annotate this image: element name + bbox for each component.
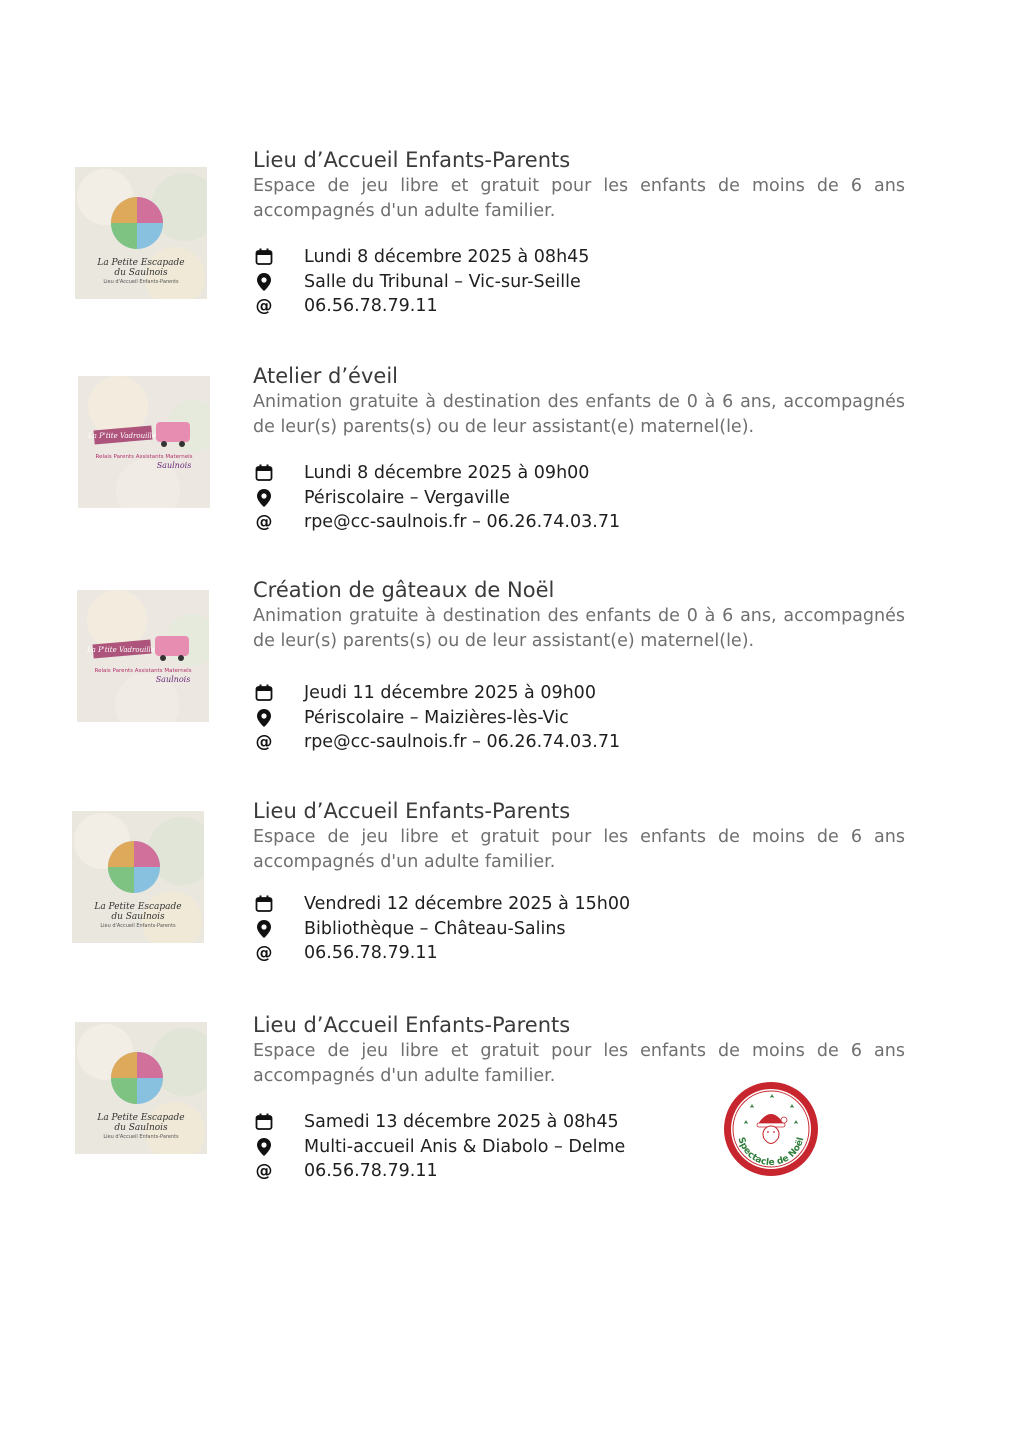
event-contact: rpe@cc-saulnois.fr – 06.26.74.03.71	[304, 732, 621, 753]
contact-row	[253, 294, 905, 319]
at-sign-icon: @	[255, 512, 273, 533]
laep-logo-image	[75, 1022, 207, 1154]
map-pin-icon	[254, 919, 274, 939]
at-sign-icon: @	[255, 732, 273, 753]
event-description: Espace de jeu libre et gratuit pour les enfants de moins de 6 ans	[253, 827, 905, 847]
event-contact: 06.56.78.79.11	[304, 296, 438, 317]
event-description: Espace de jeu libre et gratuit pour les enfants de moins de 6 ans	[253, 1041, 905, 1061]
map-pin-icon	[254, 708, 274, 728]
calendar-icon	[254, 1112, 274, 1132]
event-date: Lundi 8 décembre 2025 à 08h45	[304, 247, 590, 268]
spectacle-de-noel-stamp	[722, 1080, 820, 1178]
contact-row	[253, 730, 905, 755]
contact-row	[253, 941, 905, 966]
date-row	[253, 461, 905, 486]
date-row	[253, 245, 905, 270]
event-description: Animation gratuite à destination des enfants de 0 à 6 ans, accompagnés	[253, 606, 905, 626]
event-content	[253, 146, 905, 319]
svg-text:La P'tite Vadrouille: La P'tite Vadrouille	[87, 646, 155, 654]
event-title: Lieu d’Accueil Enfants-Parents	[253, 148, 571, 172]
laep-logo-image	[75, 167, 207, 299]
svg-text:du Saulnois: du Saulnois	[114, 268, 168, 278]
svg-text:Saulnois: Saulnois	[156, 461, 192, 470]
calendar-icon	[254, 683, 274, 703]
event-location: Périscolaire – Vergaville	[304, 487, 510, 508]
event-description: accompagnés d'un adulte familier.	[253, 200, 556, 221]
calendar-icon	[254, 894, 274, 914]
event-date: Jeudi 11 décembre 2025 à 09h00	[304, 683, 596, 704]
event-description: Espace de jeu libre et gratuit pour les enfants de moins de 6 ans	[253, 176, 905, 196]
location-row	[253, 270, 905, 295]
event-details	[253, 245, 905, 319]
svg-text:Relais Parents Assistants Mate: Relais Parents Assistants Maternels	[94, 668, 192, 674]
event-description: accompagnés d'un adulte familier.	[253, 1065, 556, 1086]
event-title: Création de gâteaux de Noël	[253, 578, 555, 602]
svg-text:Lieu d'Accueil Enfants-Parents: Lieu d'Accueil Enfants-Parents	[103, 1134, 179, 1140]
event-content	[253, 797, 905, 966]
stamp-text: Spectacle de Noël	[735, 1136, 807, 1169]
date-row	[253, 892, 905, 917]
event-description: de leur(s) parents(s) ou de leur assistant(e) maternel(le).	[253, 416, 755, 437]
svg-text:Lieu d'Accueil Enfants-Parents: Lieu d'Accueil Enfants-Parents	[103, 279, 179, 285]
svg-text:Saulnois: Saulnois	[155, 675, 191, 684]
event-details	[253, 461, 905, 535]
rpe-logo-image	[78, 376, 210, 508]
event-contact: rpe@cc-saulnois.fr – 06.26.74.03.71	[304, 512, 621, 533]
event-title: Lieu d’Accueil Enfants-Parents	[253, 1013, 571, 1037]
location-row	[253, 486, 905, 511]
at-sign-icon: @	[255, 1161, 273, 1182]
svg-text:Relais Parents Assistants Mate: Relais Parents Assistants Maternels	[95, 454, 193, 460]
event-date: Vendredi 12 décembre 2025 à 15h00	[304, 894, 631, 915]
contact-row	[253, 510, 905, 535]
svg-text:La Petite Escapade: La Petite Escapade	[97, 1113, 185, 1123]
event-title: Lieu d’Accueil Enfants-Parents	[253, 799, 571, 823]
map-pin-icon	[254, 1137, 274, 1157]
map-pin-icon	[254, 272, 274, 292]
at-sign-icon: @	[255, 943, 273, 964]
event-date: Lundi 8 décembre 2025 à 09h00	[304, 463, 590, 484]
event-title: Atelier d’éveil	[253, 364, 398, 388]
event-contact: 06.56.78.79.11	[304, 1161, 438, 1182]
calendar-icon	[254, 463, 274, 483]
event-details	[253, 681, 905, 755]
svg-text:du Saulnois: du Saulnois	[111, 912, 165, 922]
svg-text:du Saulnois: du Saulnois	[114, 1123, 168, 1133]
rpe-logo-image	[77, 590, 209, 722]
event-date: Samedi 13 décembre 2025 à 08h45	[304, 1112, 619, 1133]
event-description: Animation gratuite à destination des enfants de 0 à 6 ans, accompagnés	[253, 392, 905, 412]
event-location: Périscolaire – Maizières-lès-Vic	[304, 707, 569, 728]
event-details	[253, 892, 905, 966]
event-contact: 06.56.78.79.11	[304, 943, 438, 964]
calendar-icon	[254, 247, 274, 267]
at-sign-icon: @	[255, 296, 273, 317]
event-location: Bibliothèque – Château-Salins	[304, 918, 566, 939]
map-pin-icon	[254, 488, 274, 508]
event-content	[253, 576, 905, 755]
event-description: de leur(s) parents(s) ou de leur assistant(e) maternel(le).	[253, 630, 755, 651]
event-location: Multi-accueil Anis & Diabolo – Delme	[304, 1136, 626, 1157]
event-description: accompagnés d'un adulte familier.	[253, 851, 556, 872]
location-row	[253, 706, 905, 731]
date-row	[253, 681, 905, 706]
svg-text:La Petite Escapade: La Petite Escapade	[97, 258, 185, 268]
svg-text:Lieu d'Accueil Enfants-Parents: Lieu d'Accueil Enfants-Parents	[100, 923, 176, 929]
laep-logo-image	[72, 811, 204, 943]
location-row	[253, 917, 905, 942]
svg-text:La Petite Escapade: La Petite Escapade	[94, 902, 182, 912]
svg-text:La P'tite Vadrouille: La P'tite Vadrouille	[88, 432, 156, 440]
event-content	[253, 362, 905, 535]
event-location: Salle du Tribunal – Vic-sur-Seille	[304, 271, 581, 292]
